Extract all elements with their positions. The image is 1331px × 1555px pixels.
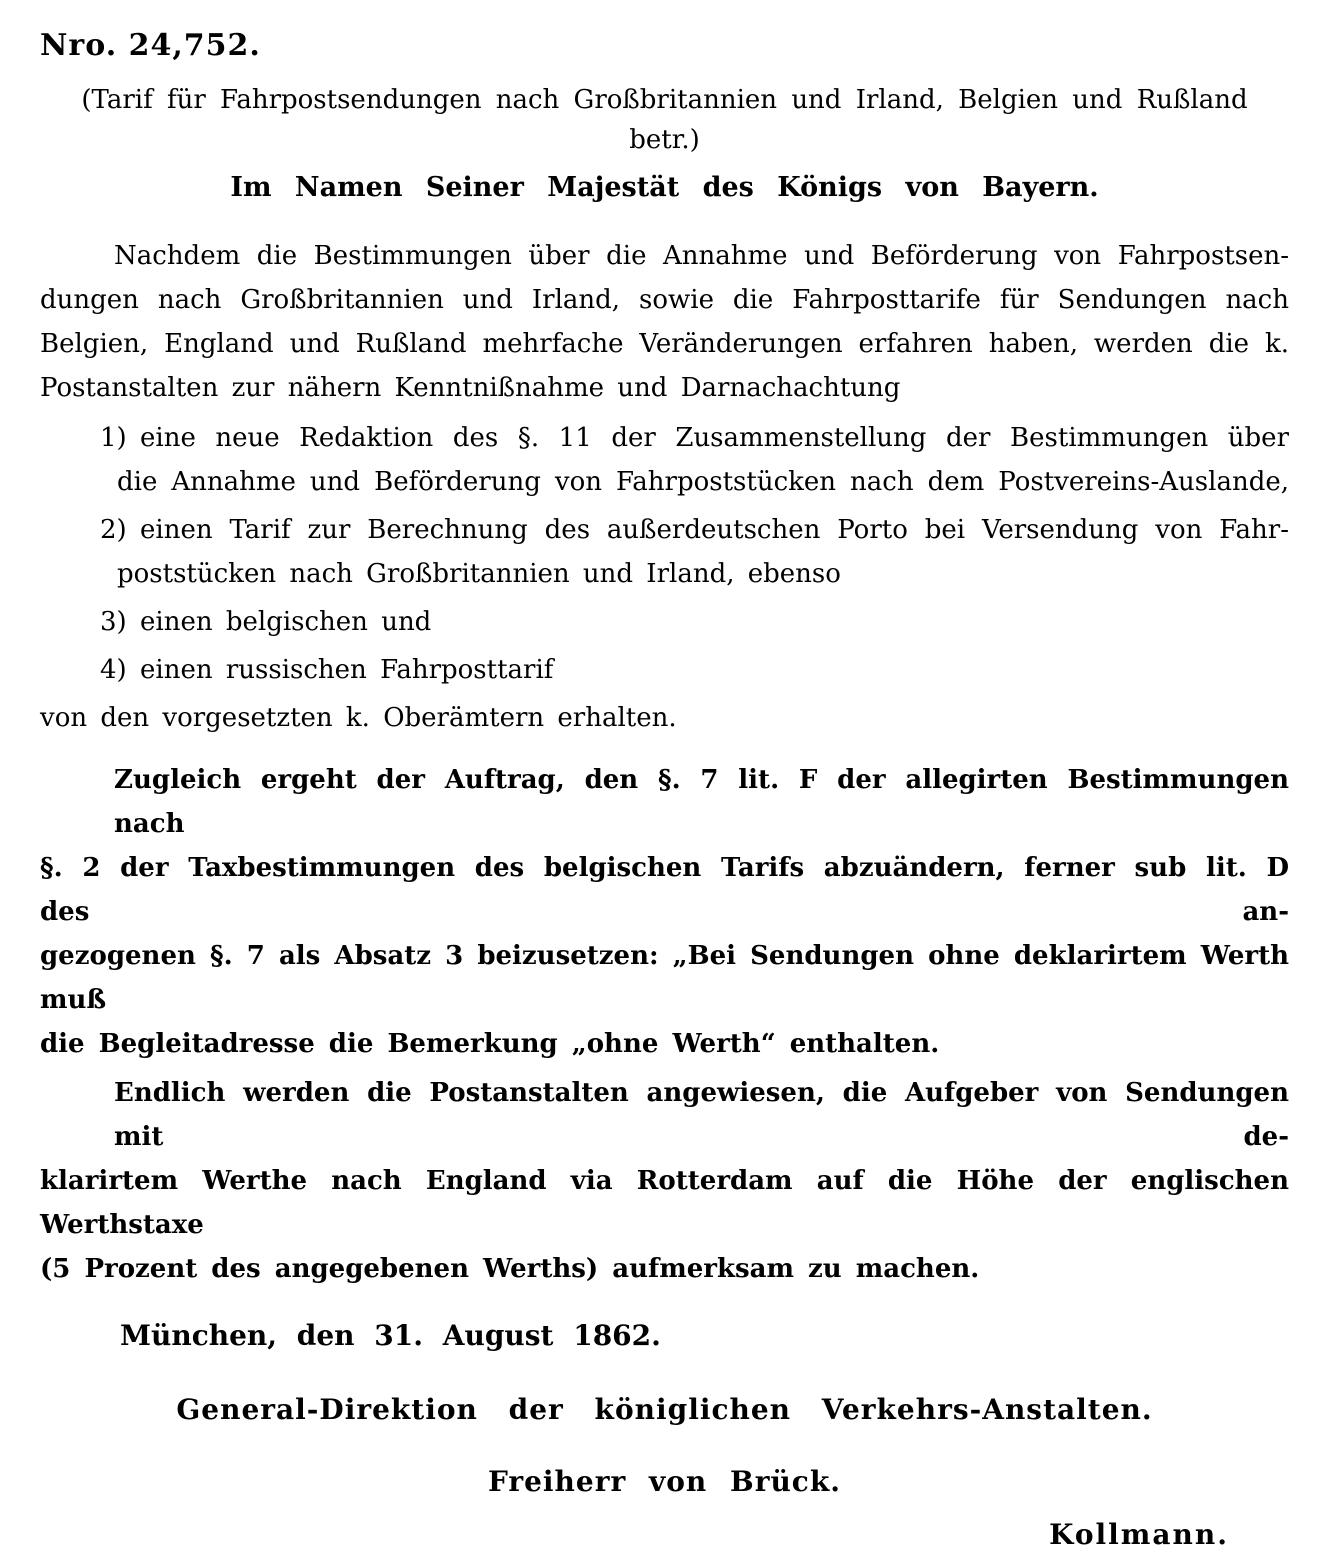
list-item-marker: 4) xyxy=(100,655,127,685)
signature-line: Freiherr von Brück. xyxy=(487,1465,842,1498)
document-number: Nro. 24,752. xyxy=(40,28,261,63)
list-item xyxy=(40,508,1289,596)
text-line: dungen nach Großbritannien und Irland, sowie die Fahrposttarife für Sendungen nach xyxy=(40,285,1289,315)
list-item-text: die Annahme und Beförderung von Fahrpoststücken nach dem Postvereins-Auslande, xyxy=(117,467,1289,497)
list-item-marker: 3) xyxy=(100,607,127,637)
list-item xyxy=(40,600,1289,644)
text-line: Zugleich ergeht der Auftrag, den §. 7 lit. F der allegirten Bestimmungen nach xyxy=(114,765,1289,839)
text-line: Nachdem die Bestimmungen über die Annahme und Beförderung von Fahrpostsen- xyxy=(114,241,1289,271)
paragraph-intro xyxy=(40,234,1289,410)
list-item xyxy=(40,648,1289,692)
paragraph-order xyxy=(40,758,1289,1066)
subject-line: (Tarif für Fahrpostsendungen nach Großbritannien und Irland, Belgien und Rußland betr.) xyxy=(81,85,1248,155)
list-item-text: einen belgischen und xyxy=(140,607,432,637)
list-close-line: von den vorgesetzten k. Oberämtern erhalten. xyxy=(40,703,677,733)
paragraph-notice xyxy=(40,1071,1289,1291)
text-line: gezogenen §. 7 als Absatz 3 beizusetzen: „Bei Sendungen ohne deklarirtem Werth muß xyxy=(40,941,1289,1015)
list-item-text: einen Tarif zur Berechnung des außerdeutschen Porto bei Versendung von Fahr- xyxy=(140,515,1289,545)
text-line: §. 2 der Taxbestimmungen des belgischen Tarifs abzuändern, ferner sub lit. D des an- xyxy=(40,853,1289,927)
authority-line: General-Direktion der königlichen Verkehrs-Anstalten. xyxy=(176,1393,1153,1426)
list-item-text: einen russischen Fahrposttarif xyxy=(140,655,554,685)
dateline: München, den 31. August 1862. xyxy=(120,1319,661,1352)
list-item-text: eine neue Redaktion des §. 11 der Zusammenstellung der Bestimmungen über xyxy=(140,423,1289,453)
text-line: Postanstalten zur nähern Kenntnißnahme und Darnachachtung xyxy=(40,373,901,403)
countersignature: Kollmann. xyxy=(1049,1518,1229,1551)
list-item-text: poststücken nach Großbritannien und Irland, ebenso xyxy=(117,559,841,589)
list-item xyxy=(40,416,1289,504)
text-line: die Begleitadresse die Bemerkung „ohne Werth“ enthalten. xyxy=(40,1029,940,1059)
proclamation-line: Im Namen Seiner Majestät des Königs von Bayern. xyxy=(230,172,1099,203)
text-line: klarirtem Werthe nach England via Rotterdam auf die Höhe der englischen Werthstaxe xyxy=(40,1166,1289,1240)
text-line: (5 Prozent des angegebenen Werths) aufmerksam zu machen. xyxy=(40,1254,980,1284)
text-line: Endlich werden die Postanstalten angewiesen, die Aufgeber von Sendungen mit de- xyxy=(114,1078,1289,1152)
list-item-marker: 2) xyxy=(100,515,127,545)
ordinance-list xyxy=(40,416,1289,692)
text-line: Belgien, England und Rußland mehrfache Veränderungen erfahren haben, werden die k. xyxy=(40,329,1289,359)
list-item-marker: 1) xyxy=(100,423,127,453)
